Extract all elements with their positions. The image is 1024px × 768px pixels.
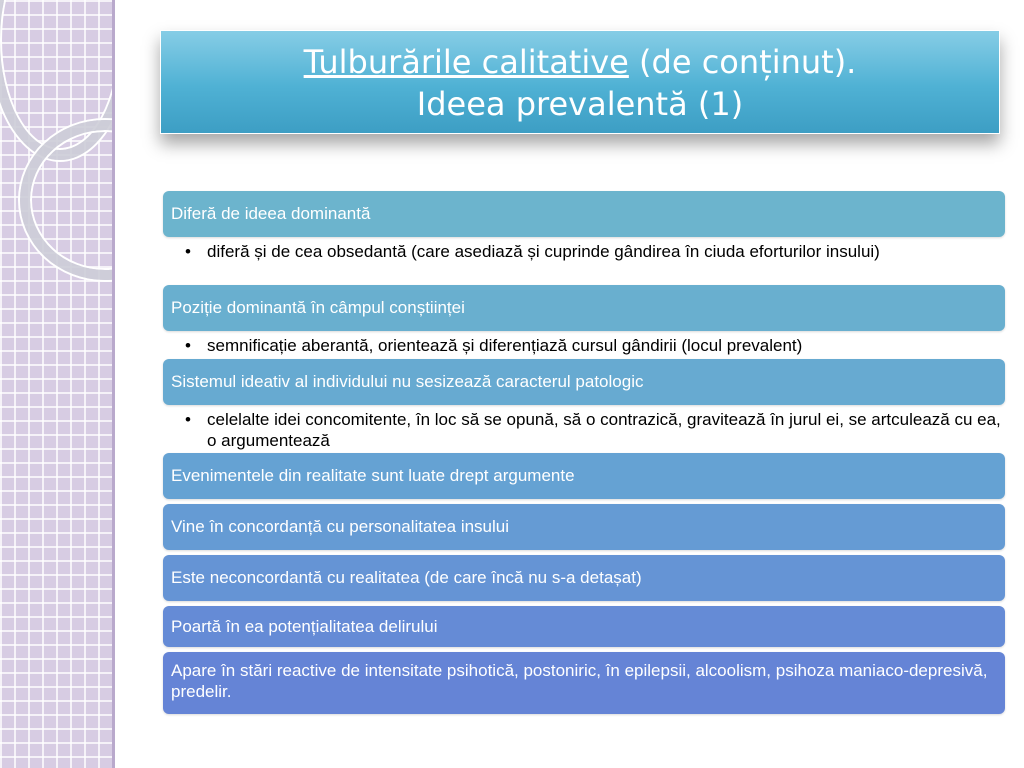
item-bar-5	[163, 504, 1005, 550]
item-bar-2	[163, 285, 1005, 331]
item-bar-7	[163, 606, 1005, 647]
sub-item-text: diferă și de cea obsedantă (care asediază și cuprinde gândirea în ciuda eforturilor insului)	[207, 242, 880, 261]
item-label: Este neconcordantă cu realitatea (de care încă nu s-a detașat)	[171, 568, 642, 587]
sub-item-text: celelalte idei concomitente, în loc să se opună, să o contrazică, gravitează în jurul ei, se artculează cu ea, o argumentează	[207, 410, 1001, 450]
sub-item-3	[163, 405, 1005, 453]
item-bar-1	[163, 191, 1005, 237]
slide-title	[160, 30, 1000, 134]
sub-item-2	[163, 331, 1005, 359]
content-list	[163, 191, 1005, 714]
title-line-1-rest: (de conținut).	[628, 43, 857, 81]
title-link[interactable]: Tulburările calitative	[303, 43, 629, 81]
item-label: Poartă în ea potențialitatea delirului	[171, 617, 438, 636]
title-line-1	[161, 41, 999, 83]
title-line-2: Ideea prevalentă (1)	[416, 85, 744, 123]
sub-item-1	[163, 237, 1005, 285]
item-label: Diferă de ideea dominantă	[171, 204, 371, 223]
item-bar-8	[163, 652, 1005, 714]
item-label: Poziție dominantă în câmpul conștiinței	[171, 298, 465, 317]
bullet-icon: •	[185, 242, 191, 261]
sub-item-text: semnificație aberantă, orientează și diferențiază cursul gândirii (locul prevalent)	[207, 336, 803, 355]
item-label: Evenimentele din realitate sunt luate drept argumente	[171, 466, 575, 485]
item-bar-4	[163, 453, 1005, 499]
item-bar-3	[163, 359, 1005, 405]
item-label: Vine în concordanță cu personalitatea insului	[171, 517, 510, 536]
bullet-icon: •	[185, 410, 191, 429]
bullet-icon: •	[185, 336, 191, 355]
item-label: Apare în stări reactive de intensitate psihotică, postoniric, în epilepsii, alcoolism, psihoza maniaco-depresivă, predelir.	[171, 661, 988, 701]
item-bar-6	[163, 555, 1005, 601]
item-label: Sistemul ideativ al individului nu sesizează caracterul patologic	[171, 372, 644, 391]
decorative-side-panel	[0, 0, 115, 768]
